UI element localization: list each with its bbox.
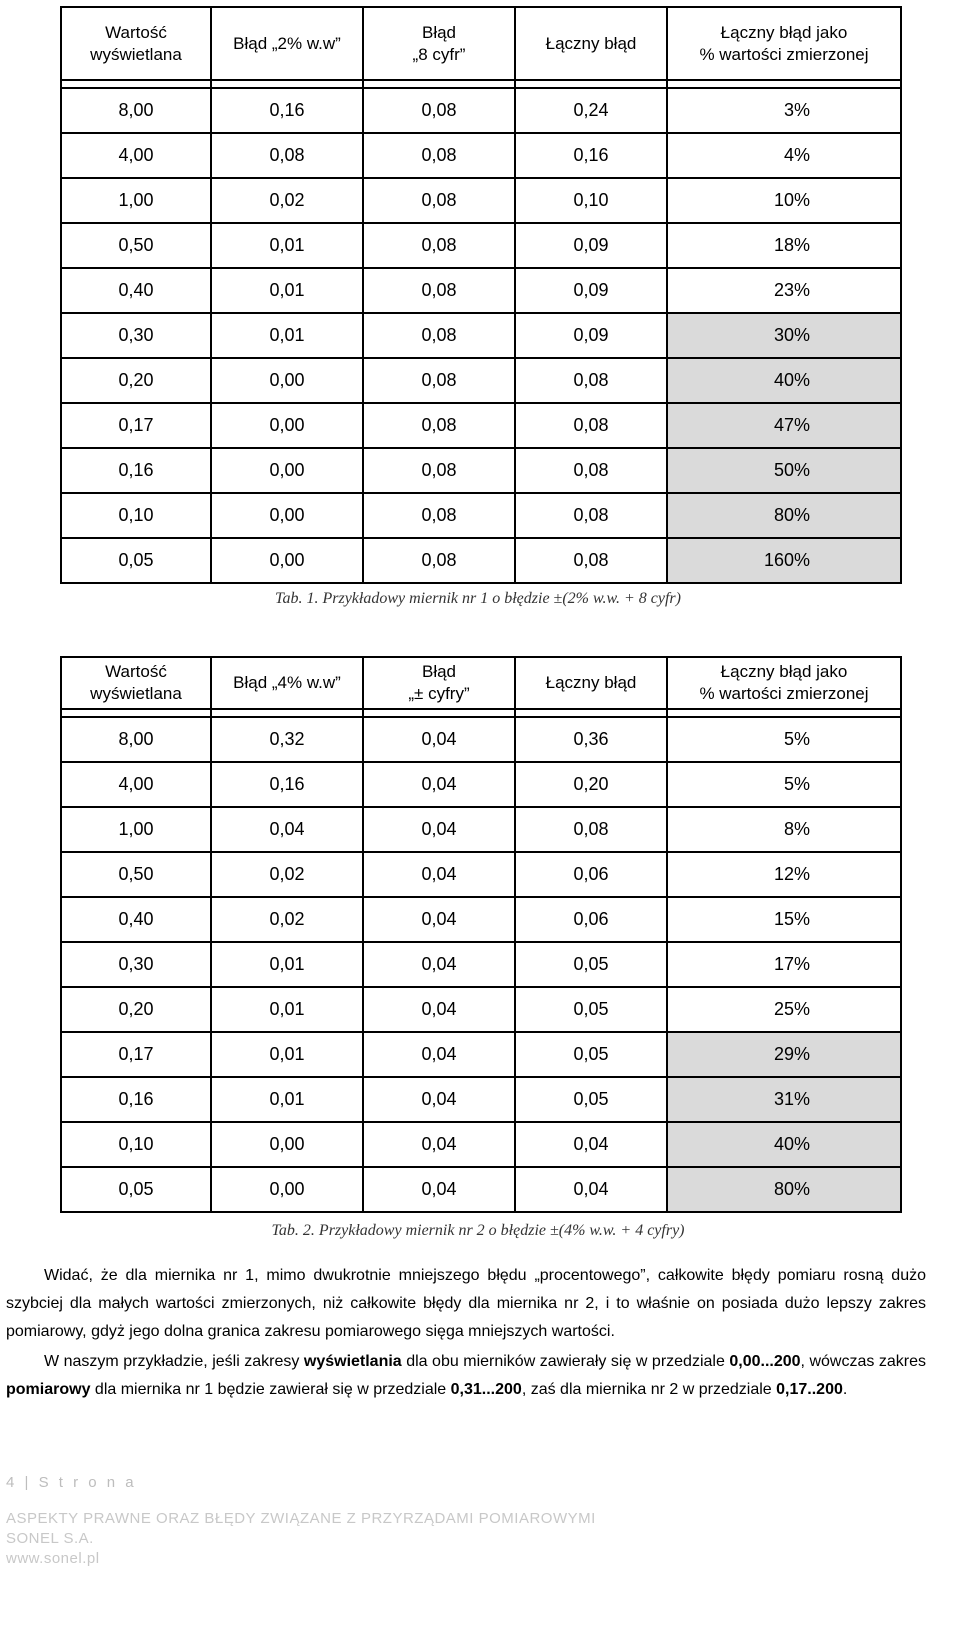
table-cell: 0,04 — [515, 1122, 667, 1167]
footer-website[interactable]: www.sonel.pl — [6, 1550, 100, 1567]
column-header-2: Błąd „4% w.w” — [211, 657, 363, 709]
table-cell: 12% — [667, 852, 901, 897]
table-row — [61, 897, 901, 942]
table-cell: 0,05 — [515, 1077, 667, 1122]
table-cell: 0,36 — [515, 717, 667, 762]
table-cell: 5% — [667, 717, 901, 762]
spacer-cell — [61, 80, 211, 88]
table-cell: 0,02 — [211, 852, 363, 897]
column-header-2: Błąd „2% w.w” — [211, 7, 363, 80]
table-cell: 0,04 — [363, 1077, 515, 1122]
table-cell: 0,16 — [515, 133, 667, 178]
table-row — [61, 717, 901, 762]
table-header-row — [61, 7, 901, 80]
table-cell: 4,00 — [61, 133, 211, 178]
table-cell: 0,05 — [515, 987, 667, 1032]
table-cell: 0,04 — [363, 762, 515, 807]
table-cell: 0,10 — [61, 1122, 211, 1167]
table-cell: 30% — [667, 313, 901, 358]
table-cell: 0,04 — [363, 717, 515, 762]
column-header-4: Łączny błąd — [515, 657, 667, 709]
table-cell: 0,00 — [211, 1122, 363, 1167]
table-cell: 0,08 — [363, 178, 515, 223]
table-cell: 0,08 — [515, 358, 667, 403]
table-row — [61, 1077, 901, 1122]
spacer-cell — [211, 709, 363, 717]
table-cell: 0,24 — [515, 88, 667, 133]
table-cell: 0,04 — [211, 807, 363, 852]
spacer-cell — [515, 80, 667, 88]
table-cell: 0,01 — [211, 942, 363, 987]
column-header-1: Wartość wyświetlana — [61, 657, 211, 709]
spacer-cell — [515, 709, 667, 717]
bold-text: 0,31...200 — [450, 1381, 522, 1398]
table-header-row — [61, 657, 901, 709]
column-header-4: Łączny błąd — [515, 7, 667, 80]
table-cell: 0,04 — [363, 942, 515, 987]
table-cell: 0,02 — [211, 178, 363, 223]
table-cell: 0,04 — [363, 1122, 515, 1167]
table-cell: 1,00 — [61, 178, 211, 223]
bold-text: 0,00...200 — [729, 1353, 801, 1370]
table-cell: 18% — [667, 223, 901, 268]
table-cell: 0,01 — [211, 1077, 363, 1122]
table-cell: 0,04 — [363, 807, 515, 852]
table-cell: 40% — [667, 1122, 901, 1167]
table-cell: 0,09 — [515, 313, 667, 358]
text: dla obu mierników zawierały się w przedziale — [401, 1353, 730, 1370]
table-cell: 40% — [667, 358, 901, 403]
table-cell: 10% — [667, 178, 901, 223]
table-row — [61, 358, 901, 403]
bold-text: 0,17..200 — [776, 1381, 843, 1398]
table-row — [61, 852, 901, 897]
table-cell: 0,01 — [211, 313, 363, 358]
table-cell: 160% — [667, 538, 901, 583]
table-cell: 0,00 — [211, 538, 363, 583]
footer-company: SONEL S.A. — [6, 1530, 94, 1547]
table-cell: 0,04 — [363, 1167, 515, 1212]
table-cell: 0,00 — [211, 403, 363, 448]
table-body — [61, 80, 901, 583]
table-cell: 0,08 — [363, 88, 515, 133]
table-1 — [60, 6, 900, 584]
table-cell: 0,08 — [363, 133, 515, 178]
table-cell: 17% — [667, 942, 901, 987]
spacer-cell — [363, 709, 515, 717]
table-cell: 0,32 — [211, 717, 363, 762]
table-cell: 0,16 — [211, 88, 363, 133]
table-cell: 0,20 — [61, 987, 211, 1032]
table-cell: 0,01 — [211, 223, 363, 268]
column-header-3: Błąd „± cyfry” — [363, 657, 515, 709]
table-row — [61, 223, 901, 268]
table-cell: 47% — [667, 403, 901, 448]
table-cell: 8,00 — [61, 717, 211, 762]
text: , wówczas zakres — [800, 1353, 926, 1370]
table-cell: 23% — [667, 268, 901, 313]
table-row — [61, 807, 901, 852]
table-cell: 0,05 — [61, 538, 211, 583]
table-cell: 0,16 — [61, 1077, 211, 1122]
table-cell: 4,00 — [61, 762, 211, 807]
table-cell: 0,10 — [61, 493, 211, 538]
table-row — [61, 762, 901, 807]
table-cell: 80% — [667, 493, 901, 538]
table-row — [61, 88, 901, 133]
spacer-cell — [61, 709, 211, 717]
spacer-cell — [667, 709, 901, 717]
paragraph-2 — [6, 1348, 926, 1404]
table-cell: 0,08 — [211, 133, 363, 178]
table-cell: 0,09 — [515, 223, 667, 268]
table-cell: 0,04 — [363, 897, 515, 942]
table-cell: 0,17 — [61, 1032, 211, 1077]
table-cell: 0,08 — [363, 538, 515, 583]
table-cell: 0,01 — [211, 268, 363, 313]
table-cell: 15% — [667, 897, 901, 942]
table-cell: 0,20 — [61, 358, 211, 403]
table-cell: 0,08 — [363, 313, 515, 358]
table-cell: 31% — [667, 1077, 901, 1122]
table-cell: 0,04 — [363, 987, 515, 1032]
table-body — [61, 709, 901, 1212]
table-cell: 0,02 — [211, 897, 363, 942]
table-cell: 25% — [667, 987, 901, 1032]
error-table-1 — [60, 6, 902, 584]
table-row — [61, 313, 901, 358]
table-cell: 0,17 — [61, 403, 211, 448]
table-cell: 0,40 — [61, 268, 211, 313]
table-cell: 0,04 — [363, 852, 515, 897]
text: dla miernika nr 1 będzie zawierał się w przedziale — [90, 1381, 451, 1398]
table-cell: 0,08 — [363, 223, 515, 268]
table-cell: 0,10 — [515, 178, 667, 223]
table-row — [61, 538, 901, 583]
table-row — [61, 1032, 901, 1077]
column-header-3: Błąd „8 cyfr” — [363, 7, 515, 80]
table-cell: 0,50 — [61, 223, 211, 268]
footer-title: ASPEKTY PRAWNE ORAZ BŁĘDY ZWIĄZANE Z PRZYRZĄDAMI POMIAROWYMI — [6, 1510, 596, 1527]
spacer-cell — [211, 80, 363, 88]
table-cell: 4% — [667, 133, 901, 178]
column-header-5: Łączny błąd jako % wartości zmierzonej — [667, 7, 901, 80]
table-cell: 0,00 — [211, 493, 363, 538]
table-row — [61, 448, 901, 493]
text: . — [842, 1381, 848, 1398]
table-cell: 0,00 — [211, 358, 363, 403]
table-cell: 0,16 — [61, 448, 211, 493]
table-row — [61, 1122, 901, 1167]
table-cell: 0,08 — [515, 448, 667, 493]
table-cell: 50% — [667, 448, 901, 493]
table-cell: 8,00 — [61, 88, 211, 133]
table-cell: 0,50 — [61, 852, 211, 897]
spacer-cell — [363, 80, 515, 88]
table-cell: 0,00 — [211, 448, 363, 493]
column-header-1: Wartość wyświetlana — [61, 7, 211, 80]
table-cell: 80% — [667, 1167, 901, 1212]
table-cell: 0,09 — [515, 268, 667, 313]
table-cell: 0,20 — [515, 762, 667, 807]
bold-text: pomiarowy — [6, 1381, 91, 1398]
table-row — [61, 1167, 901, 1212]
column-header-5: Łączny błąd jako % wartości zmierzonej — [667, 657, 901, 709]
table-cell: 0,06 — [515, 852, 667, 897]
text: W naszym przykładzie, jeśli zakresy — [44, 1353, 304, 1370]
table-row — [61, 987, 901, 1032]
table-cell: 29% — [667, 1032, 901, 1077]
spacer-row — [61, 709, 901, 717]
table-cell: 0,04 — [363, 1032, 515, 1077]
table-cell: 0,08 — [515, 807, 667, 852]
table-cell: 3% — [667, 88, 901, 133]
table-cell: 8% — [667, 807, 901, 852]
table-row — [61, 133, 901, 178]
table-cell: 0,08 — [515, 403, 667, 448]
page-number: 4 | S t r o n a — [6, 1474, 137, 1491]
table-cell: 0,08 — [363, 493, 515, 538]
table-cell: 0,08 — [515, 538, 667, 583]
table-cell: 0,04 — [515, 1167, 667, 1212]
table-row — [61, 942, 901, 987]
table-cell: 0,00 — [211, 1167, 363, 1212]
table-cell: 0,08 — [363, 268, 515, 313]
bold-text: wyświetlania — [303, 1353, 402, 1370]
table-2 — [60, 656, 900, 1213]
table-cell: 1,00 — [61, 807, 211, 852]
table-row — [61, 493, 901, 538]
table-cell: 0,16 — [211, 762, 363, 807]
table-cell: 0,30 — [61, 313, 211, 358]
table-cell: 0,06 — [515, 897, 667, 942]
table-row — [61, 178, 901, 223]
table-cell: 0,40 — [61, 897, 211, 942]
table-cell: 0,08 — [363, 448, 515, 493]
table-cell: 0,01 — [211, 1032, 363, 1077]
paragraph-1: Widać, że dla miernika nr 1, mimo dwukrotnie mniejszego błędu „procentowego”, całkowite błędy pomiaru rosną dużo szybciej dla małych wartości zmierzonych, niż całkowite błędy dla miernika nr 2, i to właśnie on posiada dużo lepszy zakres pomiarowy, gdyż jego dolna granica zakresu pomiarowego sięga mniejszych wartości. — [6, 1267, 926, 1340]
table-2-caption: Tab. 2. Przykładowy miernik nr 2 o błędzie ±(4% w.w. + 4 cyfry) — [271, 1222, 685, 1239]
table-cell: 0,05 — [515, 942, 667, 987]
table-row — [61, 268, 901, 313]
table-cell: 0,08 — [363, 358, 515, 403]
text: , zaś dla miernika nr 2 w przedziale — [521, 1381, 777, 1398]
table-cell: 0,05 — [515, 1032, 667, 1077]
table-row — [61, 403, 901, 448]
table-cell: 0,30 — [61, 942, 211, 987]
spacer-row — [61, 80, 901, 88]
table-cell: 5% — [667, 762, 901, 807]
table-1-caption: Tab. 1. Przykładowy miernik nr 1 o błędzie ±(2% w.w. + 8 cyfr) — [275, 590, 681, 607]
spacer-cell — [667, 80, 901, 88]
table-cell: 0,08 — [515, 493, 667, 538]
error-table-2 — [60, 656, 902, 1213]
table-cell: 0,08 — [363, 403, 515, 448]
table-cell: 0,01 — [211, 987, 363, 1032]
table-cell: 0,05 — [61, 1167, 211, 1212]
